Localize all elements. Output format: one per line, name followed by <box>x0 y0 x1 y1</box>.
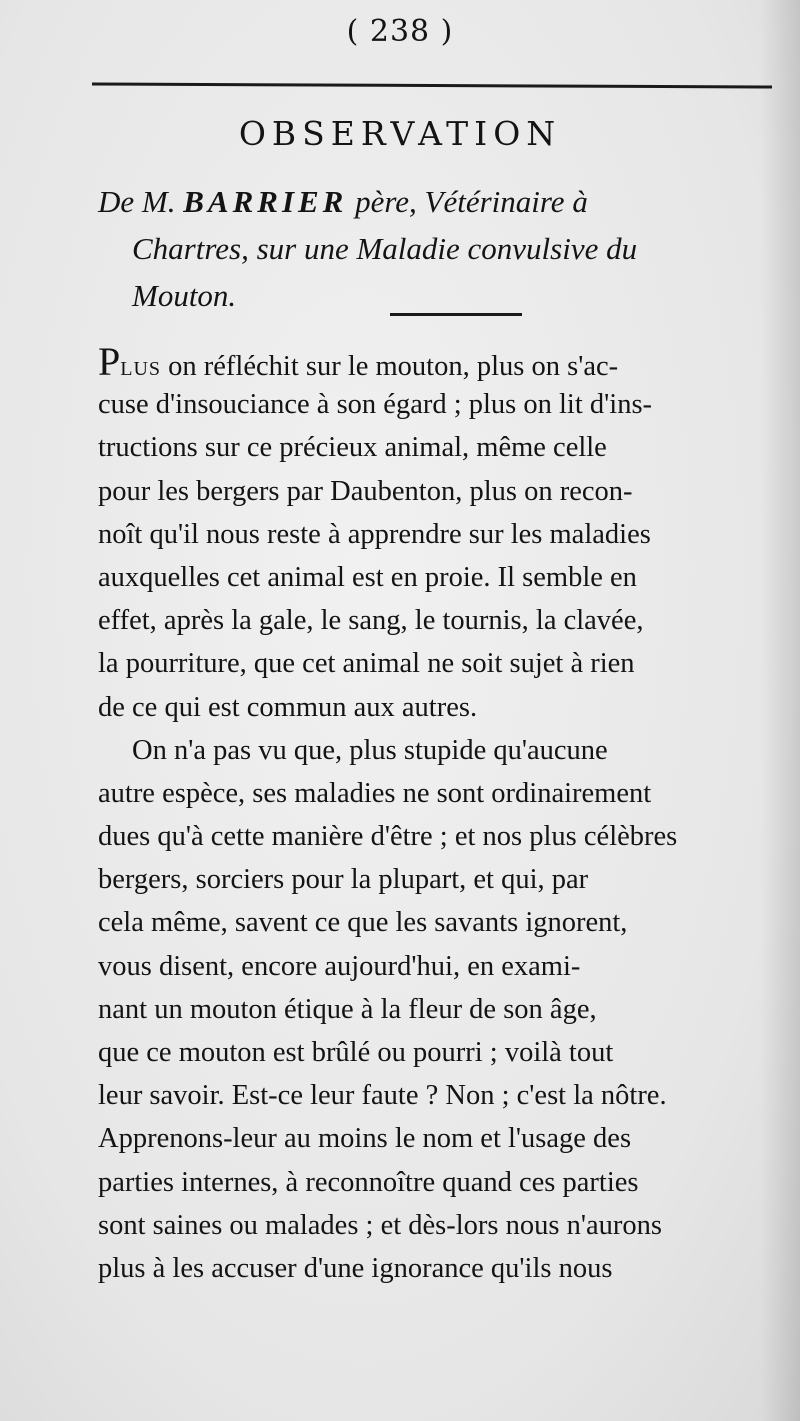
subtitle-line-1 <box>98 178 788 225</box>
body-line: noît qu'il nous reste à apprendre sur les maladies <box>98 518 651 550</box>
subtitle-line-3: Mouton. <box>132 278 237 313</box>
body-line: la pourriture, que cet animal ne soit sujet à rien <box>98 648 635 680</box>
body-line: cela même, savent ce que les savants ignorent, <box>98 907 628 939</box>
subtitle-suffix: père, Vétérinaire à <box>347 184 588 219</box>
drop-cap: P <box>98 339 121 384</box>
body-line: vous disent, encore aujourd'hui, en exami- <box>98 950 581 982</box>
section-heading: OBSERVATION <box>238 114 562 153</box>
body-line: sont saines ou malades ; et dès-lors nous n'aurons <box>98 1209 662 1241</box>
body-line: tructions sur ce précieux animal, même celle <box>98 432 607 464</box>
body-line: bergers, sorciers pour la plupart, et qui, par <box>98 864 589 896</box>
subtitle-line-2: Chartres, sur une Maladie convulsive du <box>132 231 638 266</box>
body-line: dues qu'à cette manière d'être ; et nos plus célèbres <box>98 821 678 853</box>
subtitle-prefix: De M. <box>98 184 184 219</box>
body-text <box>98 340 790 1290</box>
body-line: leur savoir. Est-ce leur faute ? Non ; c'est la nôtre. <box>98 1080 667 1112</box>
body-line <box>98 340 790 383</box>
body-line: On n'a pas vu que, plus stupide qu'aucune <box>132 734 608 766</box>
body-line: que ce mouton est brûlé ou pourri ; voilà tout <box>98 1037 614 1068</box>
body-line: autre espèce, ses maladies ne sont ordinairement <box>98 777 652 809</box>
body-line: pour les bergers par Daubenton, plus on recon- <box>98 475 633 507</box>
body-line: Apprenons-leur au moins le nom et l'usage des <box>98 1123 632 1155</box>
body-line: nant un mouton étique à la fleur de son âge, <box>98 993 597 1025</box>
body-line: parties internes, à reconnoître quand ces parties <box>98 1166 639 1198</box>
author-name: BARRIER <box>183 184 348 219</box>
body-line: cuse d'insouciance à son égard ; plus on lit d'ins- <box>98 389 653 421</box>
title-divider <box>390 313 522 316</box>
body-line: de ce qui est commun aux autres. <box>98 691 478 723</box>
body-line: effet, après la gale, le sang, le tournis, la clavée, <box>98 605 644 637</box>
section-subtitle <box>98 178 788 319</box>
small-caps-text: LUS <box>120 358 162 380</box>
body-line: plus à les accuser d'une ignorance qu'ils nous <box>98 1252 613 1284</box>
body-line: auxquelles cet animal est en proie. Il semble en <box>98 561 637 593</box>
header-rule <box>92 83 772 89</box>
page-number: ( 238 ) <box>346 14 454 49</box>
body-line-rest: on réfléchit sur le mouton, plus on s'ac- <box>161 351 619 382</box>
